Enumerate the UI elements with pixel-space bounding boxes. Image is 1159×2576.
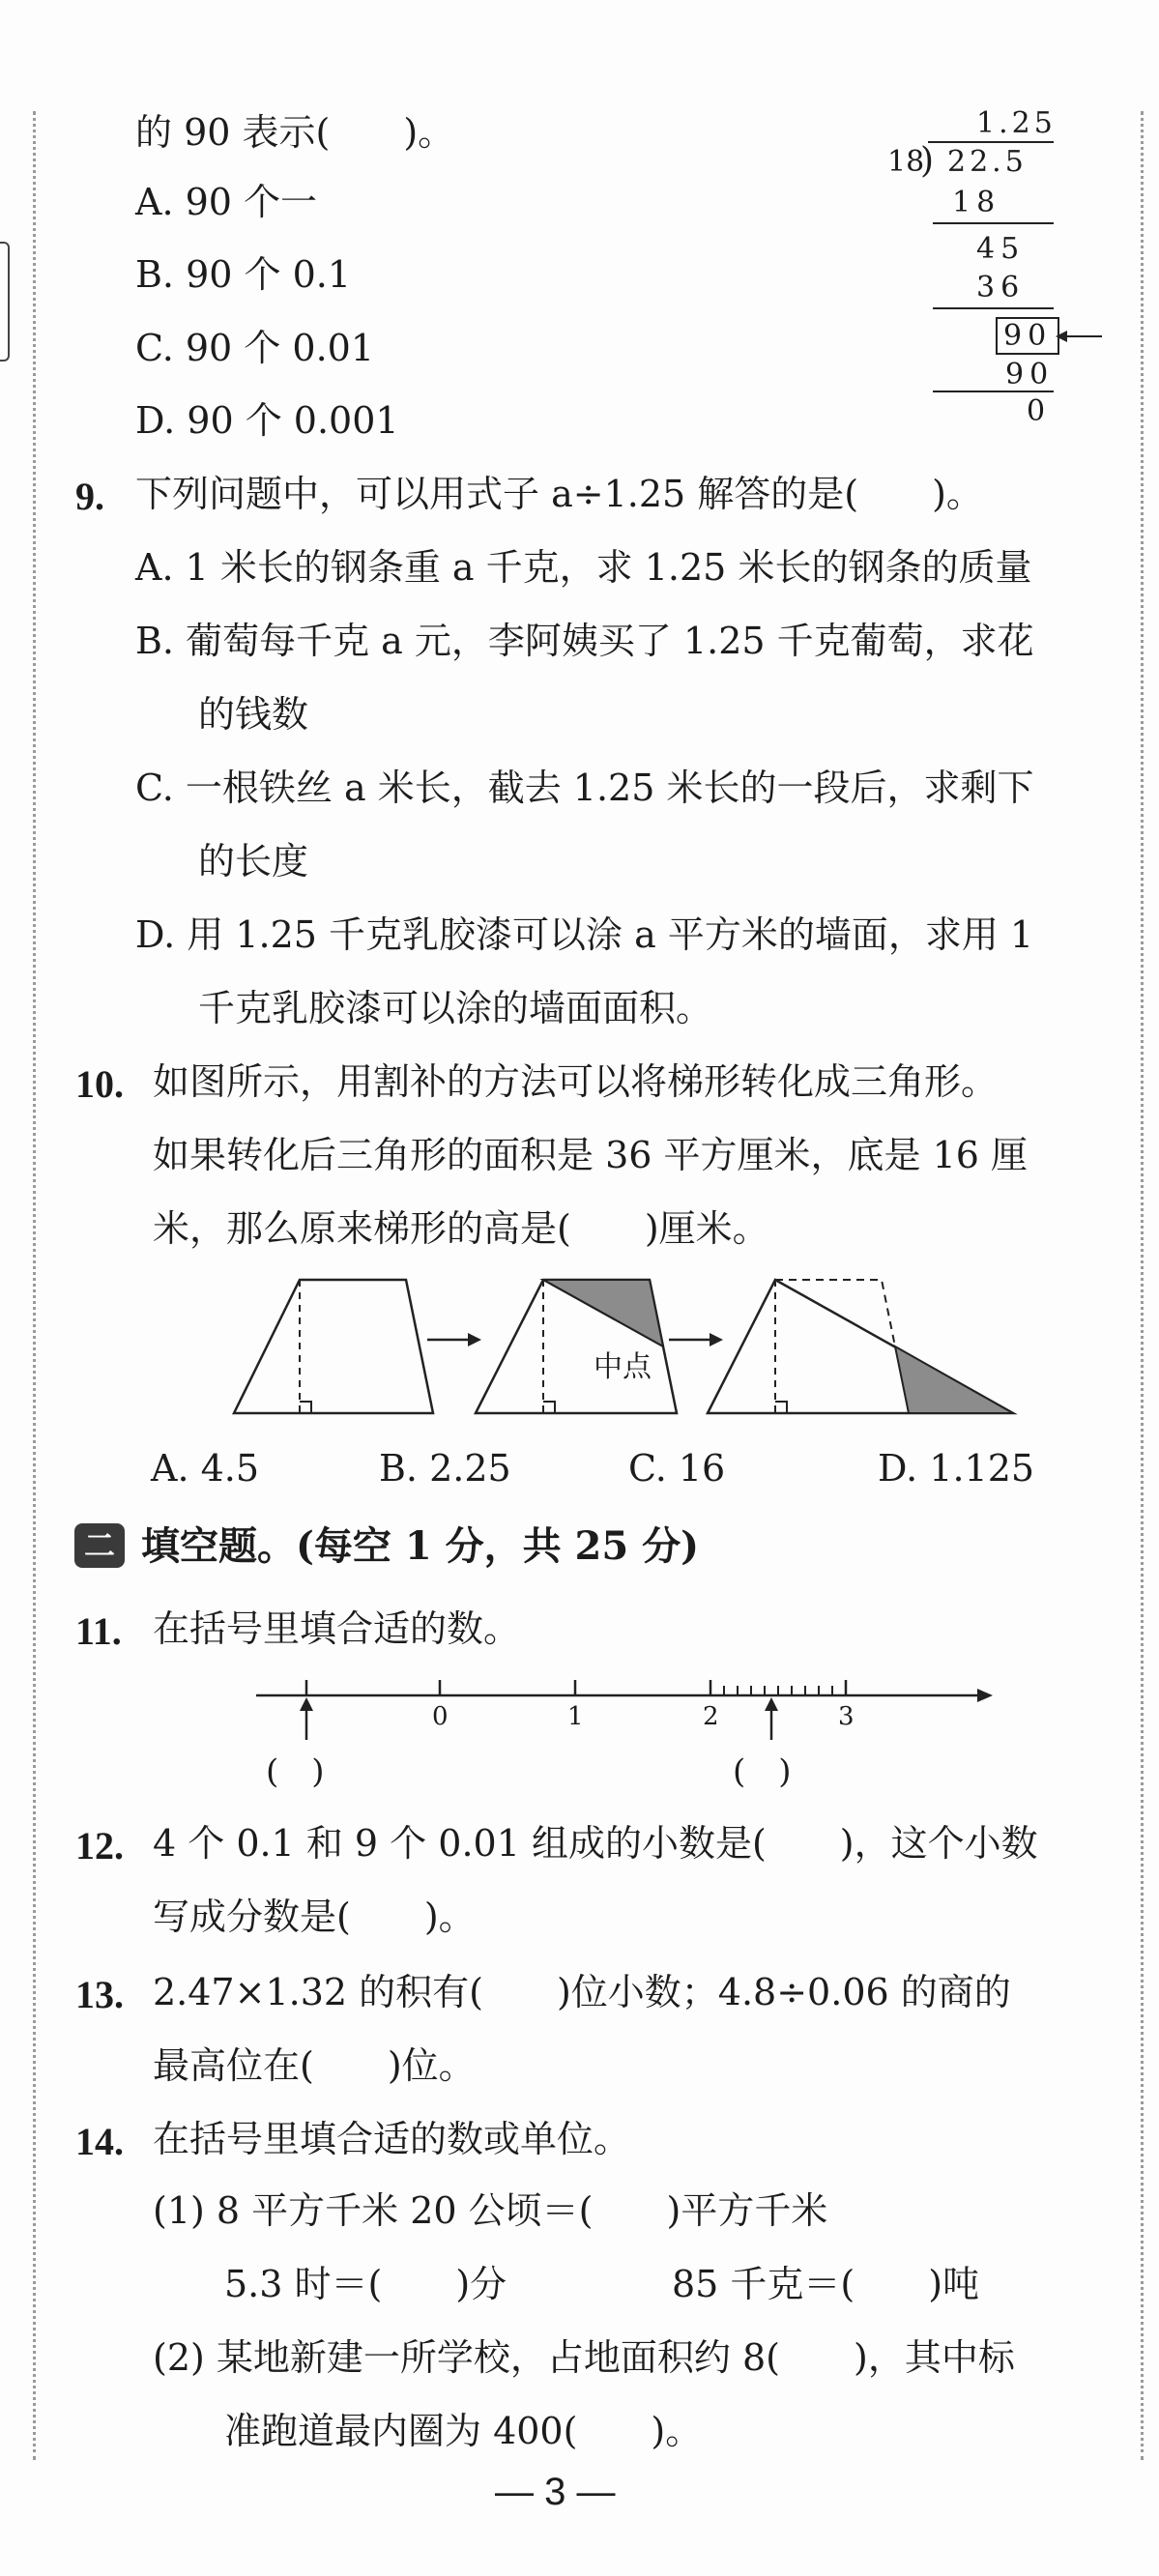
section-badge: 二 [74, 1523, 125, 1568]
q8-option-a[interactable]: A. 90 个一 [135, 181, 318, 223]
q8-option-c[interactable]: C. 90 个 0.01 [135, 327, 375, 369]
q10-line-3: 米，那么原来梯形的高是( )厘米。 [153, 1207, 769, 1250]
arrow-left-icon [1056, 325, 1104, 348]
q12-number: 12. [75, 1824, 124, 1867]
trapezoid-diagram [222, 1266, 1025, 1431]
trapezoid-original [234, 1280, 433, 1413]
q9-option-b[interactable]: B. 葡萄每千克 a 元，李阿姨买了 1.25 千克葡萄，求花 [135, 620, 1034, 662]
q12-line-2: 写成分数是( )。 [153, 1896, 476, 1938]
triangle-result [708, 1280, 1013, 1413]
tick-label-2: 2 [703, 1702, 719, 1731]
q14-part1-line3: 85 千克＝( )吨 [672, 2263, 980, 2305]
binder-mark [0, 242, 10, 362]
q14-part2-line1: (2) 某地新建一所学校，占地面积约 8( )，其中标 [153, 2336, 1015, 2379]
tick-label-1: 1 [567, 1702, 584, 1731]
q11-blank-2[interactable]: ( ) [733, 1752, 792, 1791]
q14-part1-line2: 5.3 时＝( )分 [224, 2263, 507, 2305]
q11-number: 11. [75, 1609, 122, 1653]
q10-option-d[interactable]: D. 1.125 [878, 1447, 1035, 1490]
division-row-3: 36 [976, 271, 1026, 304]
q9-option-c-cont: 的长度 [198, 840, 309, 883]
division-dividend: 22.5 [947, 145, 1028, 179]
right-margin-dotted-line [1141, 111, 1144, 2460]
q14-stem: 在括号里填合适的数或单位。 [153, 2118, 631, 2160]
midpoint-label: 中点 [594, 1350, 652, 1384]
up-arrow-icon [765, 1697, 778, 1740]
division-quotient: 1.25 [976, 106, 1057, 140]
number-line [246, 1672, 1000, 1791]
q13-number: 13. [75, 1973, 124, 2016]
q13-line-1: 2.47×1.32 的积有( )位小数；4.8÷0.06 的商的 [153, 1971, 1011, 2013]
q8-option-d[interactable]: D. 90 个 0.001 [135, 399, 399, 442]
q8-option-b[interactable]: B. 90 个 0.1 [135, 253, 352, 296]
q13-line-2: 最高位在( )位。 [153, 2044, 476, 2087]
division-row-2: 45 [976, 232, 1026, 266]
q9-option-a[interactable]: A. 1 米长的钢条重 a 千克，求 1.25 米长的钢条的质量 [135, 546, 1032, 589]
transform-arrow-2 [669, 1333, 723, 1346]
q10-line-1: 如图所示，用割补的方法可以将梯形转化成三角形。 [153, 1060, 999, 1103]
q10-option-c[interactable]: C. 16 [628, 1447, 726, 1490]
q10-option-a[interactable]: A. 4.5 [151, 1447, 260, 1490]
tick-label-3: 3 [838, 1702, 855, 1731]
q8-stem-tail: 的 90 表示( )。 [135, 111, 455, 154]
q10-number: 10. [75, 1062, 124, 1106]
division-row-4-highlighted: 90 [996, 317, 1059, 355]
q11-blank-1[interactable]: ( ) [266, 1752, 325, 1791]
q9-number: 9. [75, 475, 104, 518]
division-row-5: 90 [1005, 358, 1055, 391]
q11-stem: 在括号里填合适的数。 [153, 1607, 521, 1650]
section-title: 填空题。(每空 1 分，共 25 分) [141, 1523, 700, 1569]
q9-option-b-cont: 的钱数 [198, 693, 309, 736]
q10-option-b[interactable]: B. 2.25 [379, 1447, 511, 1490]
up-arrow-icon [300, 1697, 313, 1740]
division-divisor: 18 [887, 145, 925, 179]
q9-option-d[interactable]: D. 用 1.25 千克乳胶漆可以涂 a 平方米的墙面，求用 1 [135, 913, 1034, 956]
left-margin-dotted-line [33, 111, 36, 2460]
q14-number: 14. [75, 2120, 124, 2163]
division-bracket: ) [920, 141, 935, 181]
page-number: — 3 — [495, 2471, 616, 2513]
division-row-1: 18 [952, 186, 1001, 219]
division-row-6: 0 [1027, 394, 1046, 428]
trapezoid-cut [476, 1280, 677, 1413]
q9-option-d-cont: 千克乳胶漆可以涂的墙面面积。 [198, 987, 713, 1029]
q14-part2-line2: 准跑道最内圈为 400( )。 [224, 2410, 703, 2452]
q10-line-2: 如果转化后三角形的面积是 36 平方厘米，底是 16 厘 [153, 1134, 1029, 1176]
q12-line-1: 4 个 0.1 和 9 个 0.01 组成的小数是( )，这个小数 [153, 1822, 1038, 1865]
transform-arrow-1 [427, 1333, 481, 1346]
tick-label-0: 0 [432, 1702, 449, 1731]
q9-stem: 下列问题中，可以用式子 a÷1.25 解答的是( )。 [135, 473, 983, 515]
q14-part1-line1: (1) 8 平方千米 20 公顷＝( )平方千米 [153, 2189, 828, 2232]
q9-option-c[interactable]: C. 一根铁丝 a 米长，截去 1.25 米长的一段后，求剩下 [135, 767, 1034, 809]
